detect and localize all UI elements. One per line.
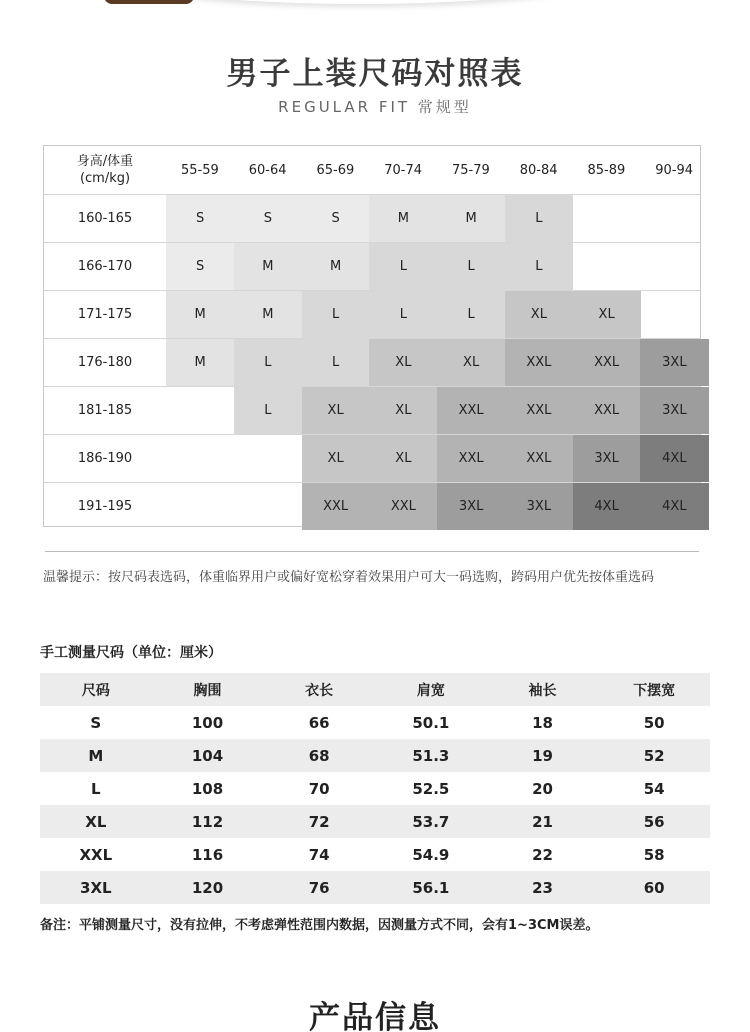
size-cell: 3XL — [437, 483, 505, 530]
measurement-cell: 52.5 — [412, 779, 450, 798]
measurement-cell: 3XL — [80, 878, 112, 897]
measurement-header-cell: 尺码 — [81, 682, 110, 699]
weight-header: 60-64 — [248, 162, 287, 178]
size-cell: XXL — [369, 483, 437, 530]
size-cell: 3XL — [640, 387, 708, 434]
measurement-cell: 74 — [308, 845, 330, 864]
size-cell: XXL — [573, 387, 641, 434]
measurement-row — [40, 805, 710, 838]
size-cell: M — [302, 243, 370, 290]
size-cell: XL — [505, 291, 573, 338]
size-cell: XL — [302, 387, 370, 434]
measurement-header-cell: 下摆宽 — [633, 682, 676, 699]
size-cell: XL — [369, 339, 437, 386]
measurement-row — [40, 871, 710, 904]
measurement-note: 备注：平铺测量尺寸，没有拉伸，不考虑弹性范围内数据，因测量方式不同，会有1~3CM误差。 — [40, 918, 599, 933]
measurement-title: 手工测量尺码（单位：厘米） — [40, 645, 222, 661]
size-cell: XL — [302, 435, 370, 482]
measurement-cell: 54 — [643, 779, 665, 798]
measurement-cell: 50.1 — [412, 713, 450, 732]
weight-header: 85-89 — [587, 162, 626, 178]
measurement-cell: 76 — [308, 878, 330, 897]
height-label: 176-180 — [77, 354, 133, 370]
size-cell — [640, 195, 708, 242]
size-cell: L — [234, 387, 302, 434]
size-chart-subtitle: REGULAR FIT 常规型 — [278, 98, 472, 116]
height-label: 191-195 — [77, 498, 133, 514]
size-cell: L — [302, 339, 370, 386]
size-cell: L — [302, 291, 370, 338]
size-cell — [166, 435, 234, 482]
size-chart-title: 男子上装尺码对照表 — [226, 56, 524, 92]
measurement-cell: 54.9 — [412, 845, 450, 864]
measurement-cell: 108 — [191, 779, 224, 798]
size-cell: XXL — [505, 387, 573, 434]
weight-header: 70-74 — [384, 162, 423, 178]
measurement-header-row — [40, 673, 710, 706]
measurement-cell: 23 — [532, 878, 553, 897]
size-cell: XL — [573, 291, 641, 338]
weight-header: 80-84 — [519, 162, 558, 178]
measurement-cell: 22 — [532, 845, 553, 864]
measurement-cell: 50 — [643, 713, 665, 732]
measurement-cell: 104 — [191, 746, 224, 765]
size-cell: XXL — [437, 435, 505, 482]
measurement-cell: 100 — [191, 713, 224, 732]
size-cell: S — [234, 195, 302, 242]
measurement-cell: 53.7 — [412, 812, 450, 831]
measurement-header-cell: 胸围 — [193, 682, 222, 699]
measurement-cell: 51.3 — [412, 746, 450, 765]
height-label: 160-165 — [77, 210, 133, 226]
size-cell — [573, 195, 641, 242]
measurement-cell: 56.1 — [412, 878, 450, 897]
size-cell — [573, 243, 641, 290]
measurement-cell: XL — [85, 812, 107, 831]
size-cell — [640, 291, 708, 338]
measurement-cell: L — [91, 779, 101, 798]
size-cell: XXL — [505, 339, 573, 386]
size-cell: 4XL — [640, 483, 708, 530]
measurement-cell: 52 — [643, 746, 665, 765]
size-cell: M — [166, 339, 234, 386]
size-cell: L — [234, 339, 302, 386]
measurement-cell: 56 — [643, 812, 665, 831]
size-cell: 3XL — [505, 483, 573, 530]
measurement-cell: 68 — [308, 746, 330, 765]
measurement-cell: 60 — [643, 878, 665, 897]
weight-header: 75-79 — [451, 162, 490, 178]
measurement-cell: 116 — [191, 845, 224, 864]
measurement-cell: 19 — [532, 746, 553, 765]
height-label: 166-170 — [77, 258, 133, 274]
height-label: 171-175 — [77, 306, 133, 322]
product-info-title: 产品信息 — [309, 1000, 441, 1032]
size-cell — [166, 387, 234, 434]
size-cell — [166, 483, 234, 530]
size-cell: M — [437, 195, 505, 242]
measurement-cell: S — [90, 713, 102, 732]
size-cell: XL — [369, 387, 437, 434]
size-cell: XXL — [437, 387, 505, 434]
measurement-row — [40, 772, 710, 805]
size-cell: XL — [369, 435, 437, 482]
measurement-header-cell: 肩宽 — [416, 682, 445, 699]
size-cell: S — [166, 243, 234, 290]
size-cell: L — [437, 243, 505, 290]
size-cell: L — [437, 291, 505, 338]
size-cell: XXL — [505, 435, 573, 482]
size-tip: 温馨提示：按尺码表选码，体重临界用户或偏好宽松穿着效果用户可大一码选购，跨码用户优先按体重选码 — [43, 570, 655, 585]
height-label: 181-185 — [77, 402, 133, 418]
size-cell: XXL — [573, 339, 641, 386]
size-chart-corner-header — [44, 146, 166, 194]
size-cell: S — [302, 195, 370, 242]
measurement-row — [40, 838, 710, 871]
size-cell: L — [369, 243, 437, 290]
size-cell: L — [369, 291, 437, 338]
measurement-cell: 112 — [191, 812, 224, 831]
measurement-cell: 20 — [532, 779, 553, 798]
section-divider — [45, 551, 699, 552]
size-cell: M — [369, 195, 437, 242]
size-cell — [234, 483, 302, 530]
size-cell: XXL — [302, 483, 370, 530]
weight-header: 55-59 — [180, 162, 219, 178]
size-cell: L — [505, 243, 573, 290]
measurement-header-cell: 袖长 — [528, 682, 557, 699]
measurement-cell: 120 — [191, 878, 224, 897]
measurement-cell: 70 — [308, 779, 330, 798]
size-chart-grid — [43, 145, 701, 527]
size-cell: M — [234, 291, 302, 338]
weight-header: 65-69 — [316, 162, 355, 178]
corner-label-line1: 身高/体重 — [76, 154, 134, 169]
size-cell: 4XL — [640, 435, 708, 482]
measurement-row — [40, 739, 710, 772]
size-cell: L — [505, 195, 573, 242]
top-decoration-accent — [104, 0, 194, 4]
size-cell: M — [166, 291, 234, 338]
size-cell — [234, 435, 302, 482]
measurement-cell: 66 — [308, 713, 330, 732]
measurement-cell: 18 — [532, 713, 553, 732]
measurement-header-cell: 衣长 — [305, 682, 334, 699]
measurement-cell: 21 — [532, 812, 553, 831]
size-cell: XL — [437, 339, 505, 386]
weight-header: 90-94 — [655, 162, 694, 178]
measurement-cell: XXL — [79, 845, 113, 864]
size-cell: 4XL — [573, 483, 641, 530]
measurement-cell: M — [88, 746, 104, 765]
measurement-row — [40, 706, 710, 739]
size-cell: 3XL — [573, 435, 641, 482]
size-cell: 3XL — [640, 339, 708, 386]
size-cell: S — [166, 195, 234, 242]
measurement-cell: 58 — [643, 845, 665, 864]
size-cell — [640, 243, 708, 290]
height-label: 186-190 — [77, 450, 133, 466]
size-cell: M — [234, 243, 302, 290]
corner-label-line2: (cm/kg) — [79, 171, 131, 186]
measurement-cell: 72 — [308, 812, 330, 831]
